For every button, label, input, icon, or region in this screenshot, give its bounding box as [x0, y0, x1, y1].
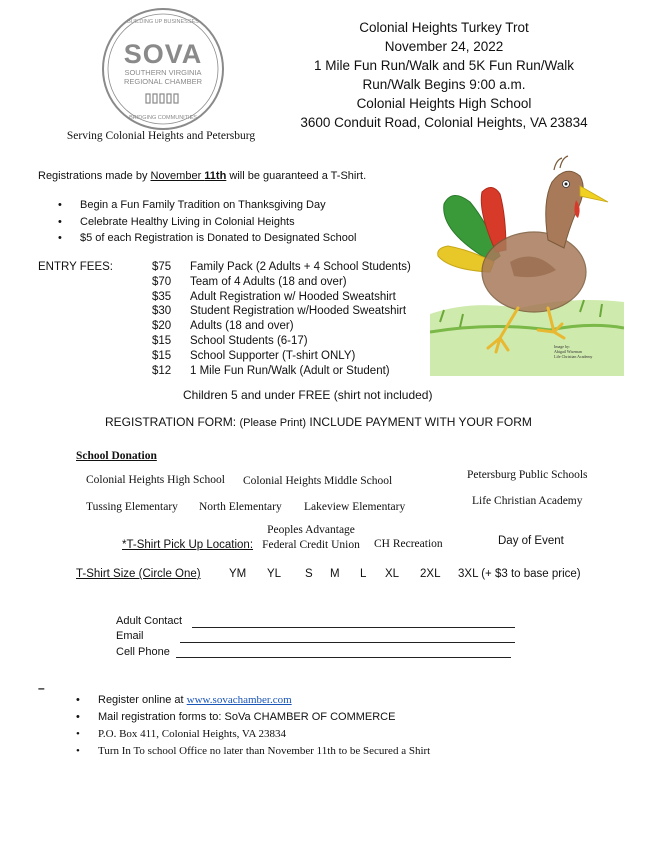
list-item: • Register online at www.sovachamber.com	[76, 692, 430, 709]
email-label: Email	[116, 630, 144, 642]
sova-website-link[interactable]: www.sovachamber.com	[186, 694, 292, 706]
size-option-2xl[interactable]: 2XL	[420, 568, 441, 580]
size-option-l[interactable]: L	[360, 568, 367, 580]
school-option[interactable]: Life Christian Academy	[472, 495, 583, 507]
event-address: 3600 Conduit Road, Colonial Heights, VA 23834	[300, 115, 588, 130]
pickup-option-ch-recreation[interactable]: CH Recreation	[374, 538, 443, 550]
list-item: • P.O. Box 411, Colonial Heights, VA 23834	[76, 726, 430, 743]
logo-line2: REGIONAL CHAMBER	[123, 77, 203, 86]
adult-contact-field[interactable]	[192, 627, 515, 628]
artist-credit-line2: Abigail Wiseman	[554, 349, 582, 354]
sova-logo	[100, 6, 226, 132]
artist-credit-line1: Image by:	[554, 344, 571, 349]
turkey-drawing	[430, 152, 624, 376]
event-title: Colonial Heights Turkey Trot	[359, 20, 529, 35]
size-option-xl[interactable]: XL	[385, 568, 400, 580]
logo-name: SOVA	[123, 39, 203, 69]
registration-deadline-note: Registrations made by November 11th will be guaranteed a T-Shirt.	[38, 170, 367, 182]
size-option-ym[interactable]: YM	[229, 568, 247, 580]
size-option-yl[interactable]: YL	[267, 568, 282, 580]
dash-mark: –	[38, 681, 45, 695]
turkey-beak-illustration	[580, 186, 608, 202]
logo-line1: SOUTHERN VIRGINIA	[124, 68, 202, 77]
size-option-s[interactable]: S	[305, 568, 313, 580]
fee-row: $35 Adult Registration w/ Hooded Sweatshirt	[152, 290, 396, 303]
school-donation-title: School Donation	[76, 450, 157, 462]
cell-phone-field[interactable]	[176, 657, 511, 658]
fee-row: $20 Adults (18 and over)	[152, 320, 294, 333]
size-option-m[interactable]: M	[330, 568, 340, 580]
fees-list	[152, 260, 411, 378]
school-option[interactable]: Tussing Elementary	[86, 501, 178, 513]
event-start-time: Run/Walk Begins 9:00 a.m.	[362, 77, 526, 92]
entry-fees-label: ENTRY FEES:	[38, 261, 113, 273]
pickup-option-day-of-event[interactable]: Day of Event	[498, 535, 564, 547]
list-item: • $5 of each Registration is Donated to Designated School	[58, 230, 356, 247]
fee-row: $75 Family Pack (2 Adults + 4 School Students)	[152, 261, 411, 273]
cell-phone-label: Cell Phone	[116, 646, 170, 658]
pickup-location-label: *T-Shirt Pick Up Location:	[122, 539, 254, 551]
tshirt-size-label: T-Shirt Size (Circle One)	[76, 568, 201, 580]
event-distances: 1 Mile Fun Run/Walk and 5K Fun Run/Walk	[313, 58, 575, 73]
logo-bottom-text: BRIDGING COMMUNITIES	[129, 115, 197, 121]
event-date: November 24, 2022	[384, 39, 504, 54]
size-option-3xl[interactable]: 3XL (+ $3 to base price)	[458, 568, 581, 580]
building-columns-icon	[146, 94, 178, 103]
fee-row: $12 1 Mile Fun Run/Walk (Adult or Student)	[152, 364, 390, 377]
list-item: • Celebrate Healthy Living in Colonial Heights	[58, 214, 356, 231]
event-header	[296, 18, 592, 132]
logo-top-text: BUILDING UP BUSINESSES	[127, 19, 199, 25]
fee-row: $15 School Supporter (T-shirt ONLY)	[152, 349, 356, 362]
school-option[interactable]: Colonial Heights Middle School	[243, 475, 393, 487]
serving-caption: Serving Colonial Heights and Petersburg	[66, 130, 256, 142]
school-option[interactable]: North Elementary	[199, 501, 282, 513]
registration-form-heading: REGISTRATION FORM: (Please Print) INCLUDE PAYMENT WITH YOUR FORM	[105, 415, 532, 429]
event-venue: Colonial Heights High School	[356, 96, 532, 111]
fee-row: $15 School Students (6-17)	[152, 334, 308, 347]
artist-credit-line3: Life Christian Academy	[554, 354, 593, 359]
pickup-option-credit-union[interactable]: Peoples Advantage Federal Credit Union	[262, 524, 360, 551]
email-field[interactable]	[180, 642, 515, 643]
school-option[interactable]: Lakeview Elementary	[304, 501, 406, 513]
benefits-list	[58, 197, 356, 247]
list-item: • Begin a Fun Family Tradition on Thanksgiving Day	[58, 197, 356, 214]
fee-row: $30 Student Registration w/Hooded Sweatshirt	[152, 305, 407, 318]
fee-row: $70 Team of 4 Adults (18 and over)	[152, 275, 347, 288]
children-free-note: Children 5 and under FREE (shirt not included)	[183, 388, 433, 402]
list-item: • Mail registration forms to: SoVa CHAMBER OF COMMERCE	[76, 709, 430, 726]
list-item: • Turn In To school Office no later than November 11th to be Secured a Shirt	[76, 743, 430, 760]
adult-contact-label: Adult Contact	[116, 615, 183, 627]
school-option[interactable]: Petersburg Public Schools	[467, 469, 588, 481]
school-option[interactable]: Colonial Heights High School	[86, 474, 225, 486]
instructions-list	[76, 692, 430, 760]
